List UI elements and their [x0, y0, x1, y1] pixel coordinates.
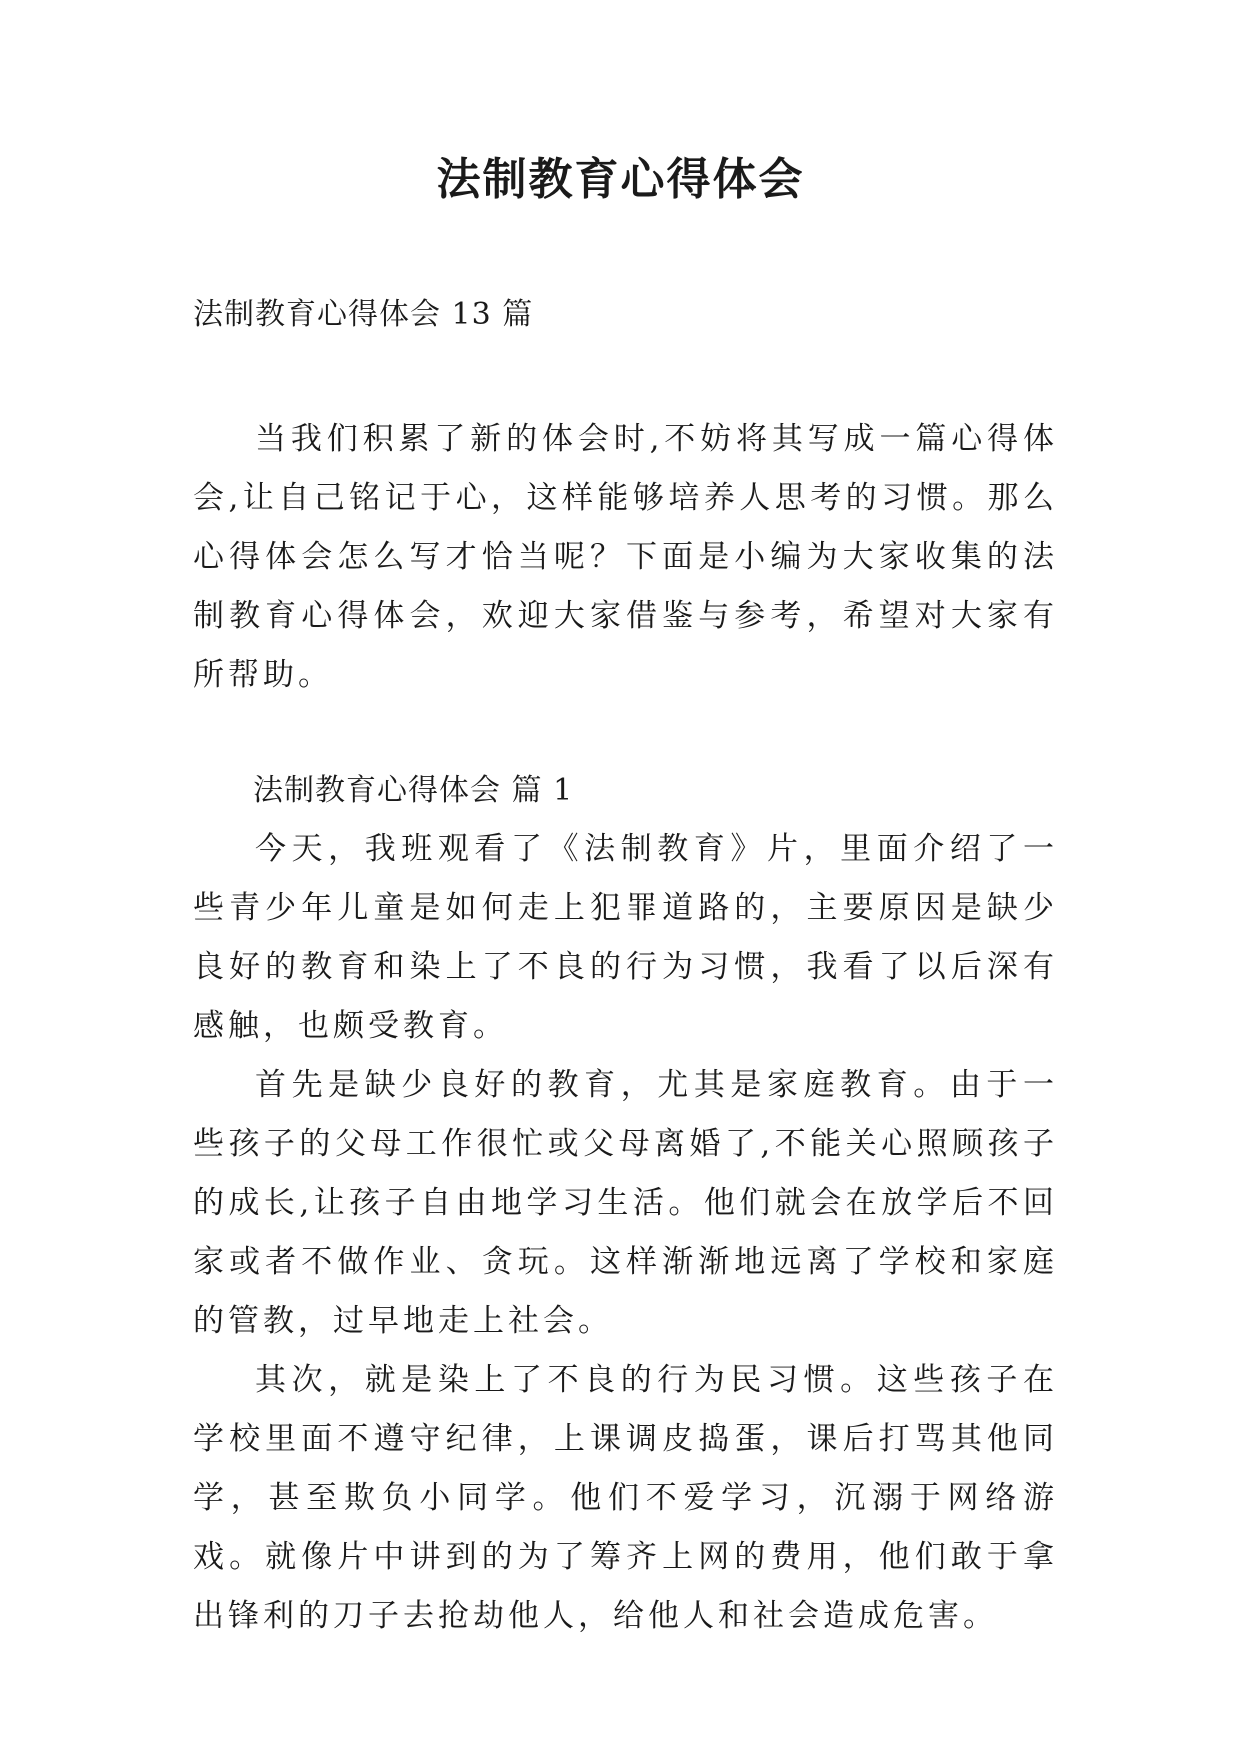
body-paragraph: 首先是缺少良好的教育，尤其是家庭教育。由于一些孩子的父母工作很忙或父母离婚了,不能关心照顾孩子的成长,让孩子自由地学习生活。他们就会在放学后不回家或者不做作业、贪玩。这样渐渐地远离了学校和家庭的管教，过早地走上社会。	[193, 1067, 1058, 1339]
document-body	[193, 410, 1058, 1646]
intro-paragraph: 当我们积累了新的体会时,不妨将其写成一篇心得体会,让自己铭记于心，这样能够培养人思考的习惯。那么心得体会怎么写才恰当呢？下面是小编为大家收集的法制教育心得体会，欢迎大家借鉴与参考，希望对大家有所帮助。	[193, 421, 1058, 693]
body-paragraph: 今天，我班观看了《法制教育》片，里面介绍了一些青少年儿童是如何走上犯罪道路的，主要原因是缺少良好的教育和染上了不良的行为习惯，我看了以后深有感触，也颇受教育。	[193, 831, 1058, 1044]
section-heading: 法制教育心得体会 篇 1	[253, 773, 574, 808]
document-title: 法制教育心得体会	[436, 154, 805, 205]
document-subtitle: 法制教育心得体会 13 篇	[193, 297, 534, 332]
body-paragraph: 其次，就是染上了不良的行为民习惯。这些孩子在学校里面不遵守纪律，上课调皮捣蛋，课后打骂其他同学，甚至欺负小同学。他们不爱学习，沉溺于网络游戏。就像片中讲到的为了筹齐上网的费用，他们敢于拿出锋利的刀子去抢劫他人，给他人和社会造成危害。	[193, 1362, 1058, 1634]
